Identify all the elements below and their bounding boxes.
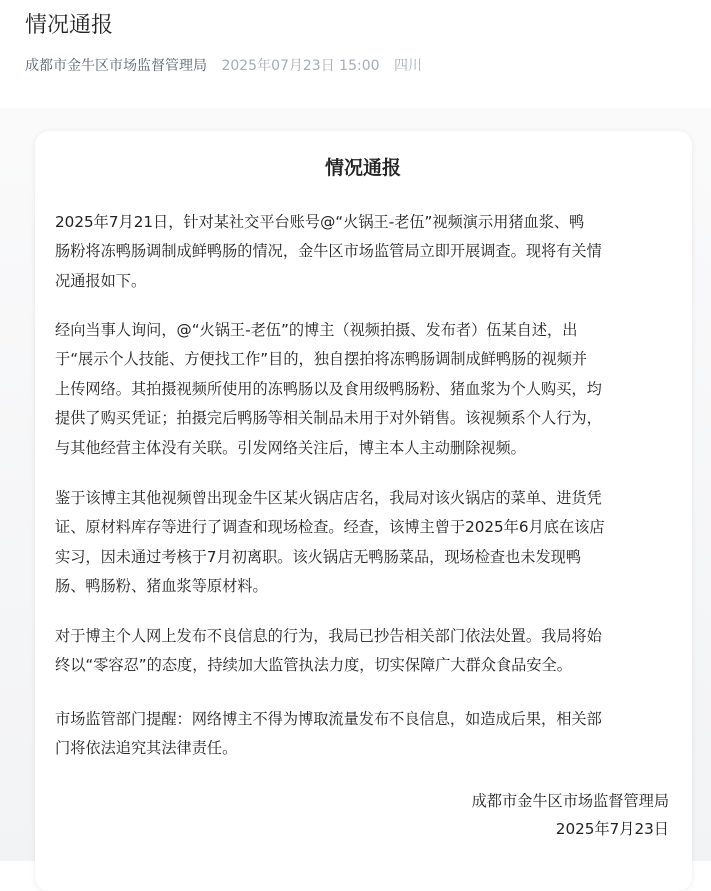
- paragraph-line: 提供了购买凭证；拍摄完后鸭肠等相关制品未用于对外销售。该视频系个人行为，: [55, 409, 602, 428]
- paragraph-line: 实习，因未通过考核于7月初离职。该火锅店无鸭肠菜品，现场检查也未发现鸭: [55, 547, 582, 566]
- page-title: 情况通报: [25, 13, 114, 38]
- paragraph-2: [55, 316, 675, 463]
- source-link[interactable]: 成都市金牛区市场监督管理局: [25, 58, 207, 74]
- paragraph-line: 鉴于该博主其他视频曾出现金牛区某火锅店店名，我局对该火锅店的菜单、进货凭: [55, 489, 602, 507]
- paragraph-line: 市场监管部门提醒：网络博主不得为博取流量发布不良信息，如造成后果，相关部: [55, 710, 602, 728]
- paragraph-line: 对于博主个人网上发布不良信息的行为，我局已抄告相关部门依法处置。我局将始: [55, 627, 602, 645]
- paragraph-line: 2025年7月21日，针对某社交平台账号@“火锅王-老伍”视频演示用猪血浆、鸭: [55, 213, 585, 231]
- paragraph-line: 终以“零容忍”的态度，持续加大监管执法力度，切实保障广大群众食品安全。: [55, 656, 572, 675]
- page-header: [0, 0, 711, 120]
- paragraph-4: [55, 622, 675, 681]
- paragraph-line: 经向当事人询问，@“火锅王-老伍”的博主（视频拍摄、发布者）伍某自述，出: [55, 321, 578, 339]
- article-meta: [25, 57, 422, 75]
- paragraph-line: 上传网络。其拍摄视频所使用的冻鸭肠以及食用级鸭肠粉、猪血浆为个人购买，均: [55, 379, 602, 398]
- publish-time: 2025年07月23日 15:00: [221, 58, 380, 74]
- paragraph-5: [55, 705, 675, 764]
- paragraph-line: 况通报如下。: [55, 271, 147, 290]
- region-tag: 四川: [393, 58, 422, 74]
- signature-org: 成都市金牛区市场监督管理局: [471, 792, 669, 810]
- paragraph-line: 与其他经营主体没有关联。引发网络关注后，博主本人主动删除视频。: [55, 438, 526, 457]
- paragraph-line: 肠、鸭肠粉、猪血浆等原材料。: [55, 577, 268, 596]
- signature-date: 2025年7月23日: [555, 820, 669, 838]
- paragraph-1: [55, 208, 675, 296]
- paragraph-3: [55, 484, 675, 602]
- paragraph-line: 肠粉将冻鸭肠调制成鲜鸭肠的情况，金牛区市场监管局立即开展调查。现将有关情: [55, 242, 602, 261]
- paragraph-line: 门将依法追究其法律责任。: [55, 739, 238, 758]
- paragraph-line: 于“展示个人技能、方便找工作”目的，独自摆拍将冻鸭肠调制成鲜鸭肠的视频并: [55, 350, 588, 369]
- article-title: 情况通报: [324, 157, 401, 179]
- paragraph-line: 证、原材料库存等进行了调查和现场检查。经查，该博主曾于2025年6月底在该店: [55, 518, 605, 537]
